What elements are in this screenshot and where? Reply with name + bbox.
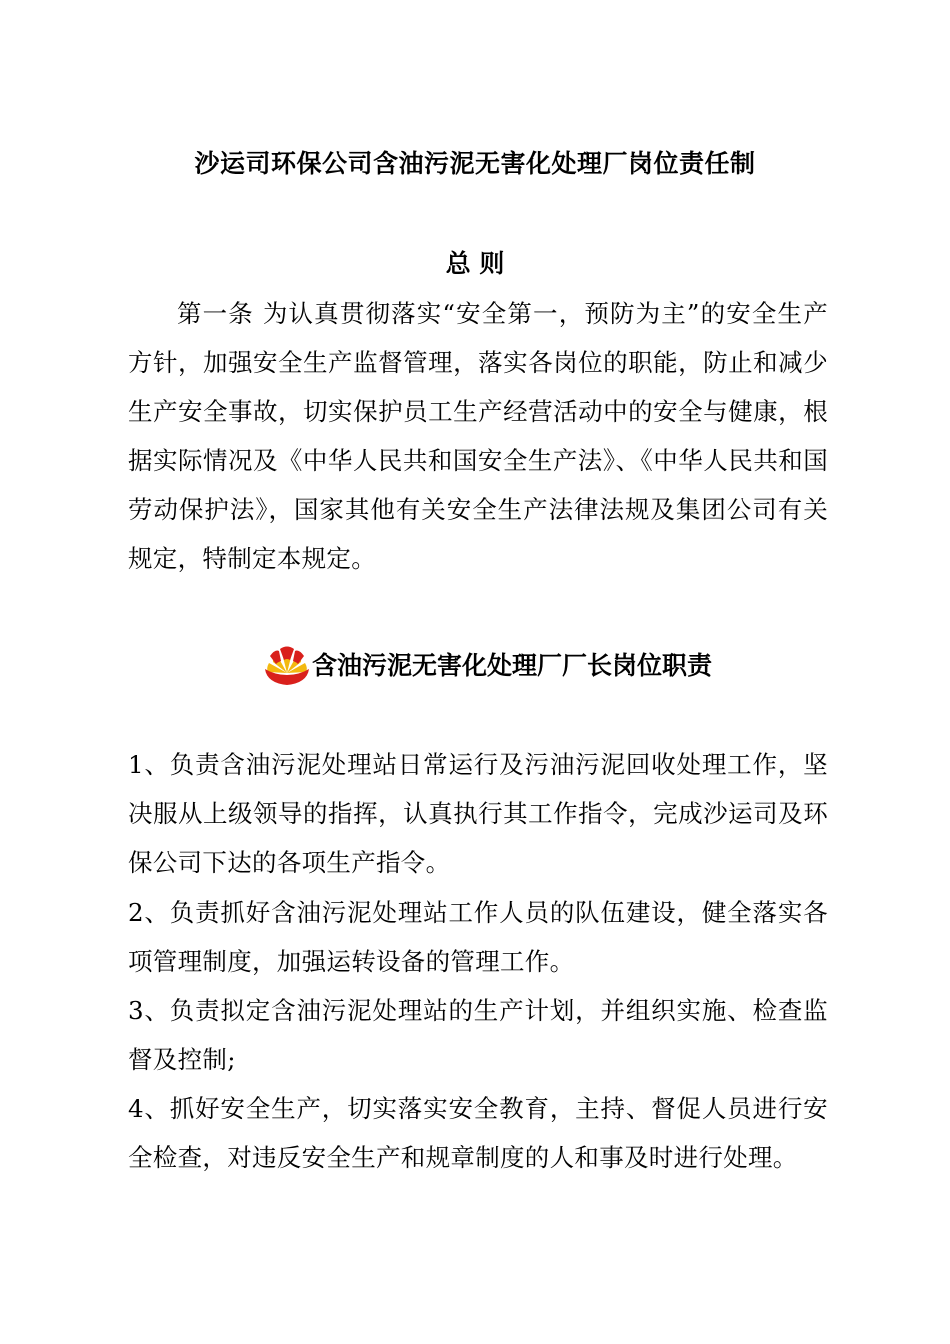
- general-provisions-heading: 总 则: [445, 249, 505, 278]
- petrochina-logo-icon: [264, 642, 310, 686]
- article-one-paragraph: 第一条 为认真贯彻落实“安全第一，预防为主”的安全生产方针，加强安全生产监督管理，落实各岗位的职能，防止和减少生产安全事故，切实保护员工生产经营活动中的安全与健康，根据实际情况及《中华人民共和国安全生产法》、《中华人民共和国劳动保护法》，国家其他有关安全生产法律法规及集团公司有关规定，特制定本规定。: [128, 299, 828, 573]
- duty-item-3: 3、负责拟定含油污泥处理站的生产计划，并组织实施、检查监督及控制;: [128, 996, 828, 1074]
- document-title: 沙运司环保公司含油污泥无害化处理厂岗位责任制: [194, 149, 756, 178]
- duty-item-4: 4、抓好安全生产，切实落实安全教育，主持、督促人员进行安全检查，对违反安全生产和规章制度的人和事及时进行处理。: [128, 1094, 828, 1172]
- duty-item-1: 1、负责含油污泥处理站日常运行及污油污泥回收处理工作，坚决服从上级领导的指挥，认真执行其工作指令，完成沙运司及环保公司下达的各项生产指令。: [128, 750, 828, 877]
- role-heading-text: 含油污泥无害化处理厂厂长岗位职责: [312, 651, 713, 680]
- role-heading: [264, 642, 712, 686]
- duty-item-2: 2、负责抓好含油污泥处理站工作人员的队伍建设，健全落实各项管理制度，加强运转设备的管理工作。: [128, 898, 828, 976]
